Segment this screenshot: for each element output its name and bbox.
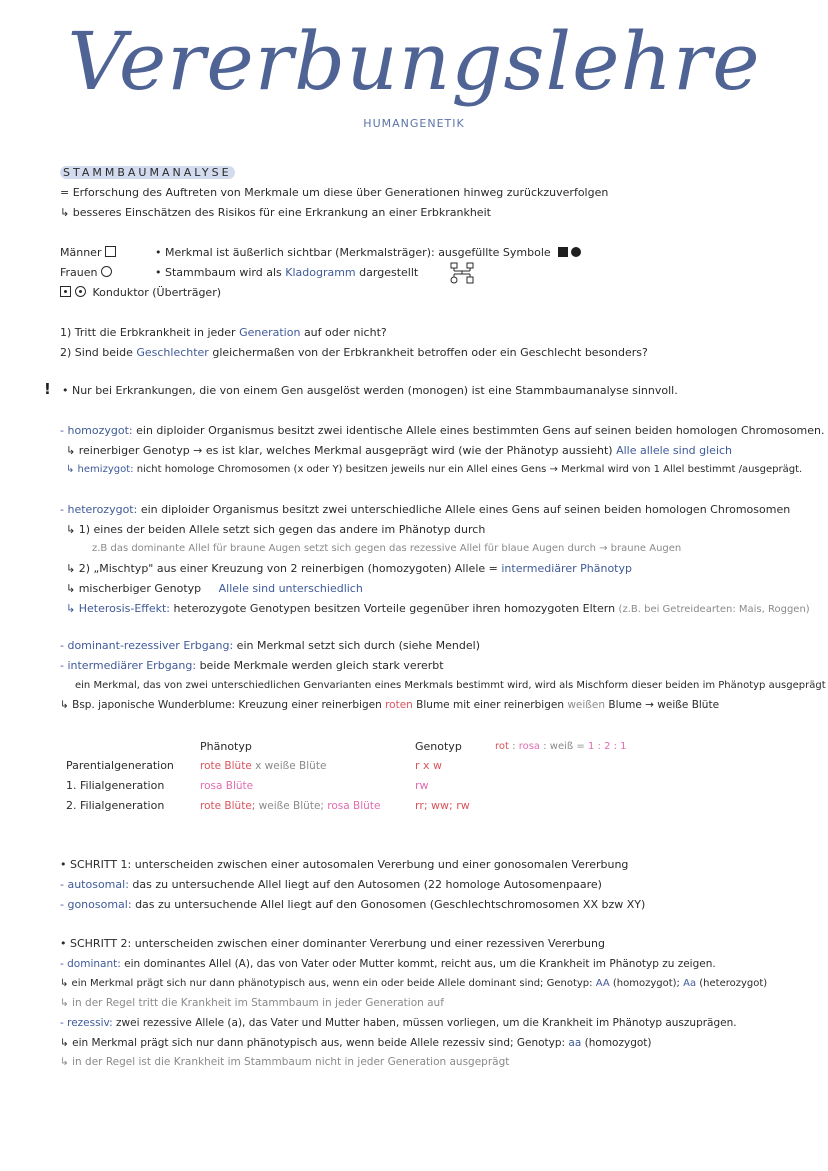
mischform-explain: ein Merkmal, das von zwei unterschiedlichen Genvarianten eines Merkmals bestimmt wird, wird als Mischform dieser beiden im Phänotyp ausgeprägt xyxy=(75,680,826,691)
legend-konduktor: Konduktor (Überträger) xyxy=(60,286,221,300)
gonosomal-line: - gonosomal: das zu untersuchende Allel liegt auf den Gonosomen (Geschlechtschromosomen XX bzw XY) xyxy=(60,898,646,911)
section-heading: STAMMBAUMANALYSE xyxy=(60,166,235,180)
exclamation-mark: ! xyxy=(44,380,51,398)
ratio-line: rot : rosa : weiß = 1 : 2 : 1 xyxy=(495,741,627,752)
rezessiv-regel-line: ↳ in der Regel ist die Krankheit im Stammbaum nicht in jeder Generation ausgeprägt xyxy=(60,1056,510,1068)
table-row-genotyp: rw xyxy=(415,779,429,792)
heterozygot-example: z.B das dominante Allel für braune Augen setzt sich gegen das rezessive Allel für blaue Augen durch → braune Augen xyxy=(92,543,682,554)
definition-line: = Erforschung des Auftreten von Merkmale um diese über Generationen hinweg zurückzuverfolgen xyxy=(60,186,609,199)
table-row-phaenotyp: rote Blüte x weiße Blüte xyxy=(200,760,327,772)
dotted-square-icon xyxy=(60,286,71,297)
table-header-genotyp: Genotyp xyxy=(415,740,462,753)
autosomal-line: - autosomal: das zu untersuchende Allel liegt auf den Autosomen (22 homologe Autosomenpaare) xyxy=(60,878,602,891)
dominant-regel-line: ↳ in der Regel tritt die Krankheit im Stammbaum in jeder Generation auf xyxy=(60,997,444,1009)
question-1: 1) Tritt die Erbkrankheit in jeder Generation auf oder nicht? xyxy=(60,326,387,339)
rezessiv-genotyp-line: ↳ ein Merkmal prägt sich nur dann phänotypisch aus, wenn beide Allele rezessiv sind; Genotyp: aa (homozygot) xyxy=(60,1037,652,1049)
wunderblume-example: ↳ Bsp. japonische Wunderblume: Kreuzung einer reinerbigen roten Blume mit einer reinerbigen weißen Blume → weiße Blüte xyxy=(60,699,720,711)
note-line: • Nur bei Erkrankungen, die von einem Gen ausgelöst werden (monogen) ist eine Stammbaumanalyse sinnvoll. xyxy=(62,384,678,397)
heterosis-line: ↳ Heterosis-Effekt: heterozygote Genotypen besitzen Vorteile gegenüber ihren homozygoten Eltern (z.B. bei Getreidearten: Mais, Roggen) xyxy=(66,602,810,615)
intermediaer-line: - intermediärer Erbgang: beide Merkmale werden gleich stark vererbt xyxy=(60,659,444,672)
page-title: Vererbungslehre xyxy=(67,15,761,108)
question-2: 2) Sind beide Geschlechter gleichermaßen von der Erbkrankheit betroffen oder ein Geschlecht besonders? xyxy=(60,346,648,359)
table-row-gen: Parentialgeneration xyxy=(66,759,174,772)
reinerbig-line: ↳ reinerbiger Genotyp → es ist klar, welches Merkmal ausgeprägt wird (wie der Phänotyp aussieht) Alle allele sind gleich xyxy=(66,444,733,457)
dominant-rezessiv-line: - dominant-rezessiver Erbgang: ein Merkmal setzt sich durch (siehe Mendel) xyxy=(60,639,480,652)
definition-arrow-line: ↳ besseres Einschätzen des Risikos für eine Erkrankung an einer Erbkrankheit xyxy=(60,206,491,219)
legend-frauen: Frauen xyxy=(60,266,112,280)
kladogramm-line: • Stammbaum wird als Kladogramm dargestellt xyxy=(155,266,419,279)
dominant-genotyp-line: ↳ ein Merkmal prägt sich nur dann phänotypisch aus, wenn ein oder beide Allele dominant sind; Genotyp: AA (homozygot); Aa (heterozygot) xyxy=(60,978,768,989)
square-icon xyxy=(105,246,116,257)
table-row-genotyp: rr; ww; rw xyxy=(415,799,470,812)
cladogram-icon xyxy=(450,262,474,284)
heterozygot-def: - heterozygot: ein diploider Organismus besitzt zwei unterschiedliche Allele eines Gens auf seinen beiden homologen Chromosomen xyxy=(60,503,791,516)
filled-square-icon xyxy=(558,247,568,257)
heterozygot-point-2: ↳ 2) „Mischtyp" aus einer Kreuzung von 2 reinerbigen (homozygoten) Allele = intermediärer Phänotyp xyxy=(66,562,632,575)
legend-maenner: Männer xyxy=(60,246,116,260)
merkmal-line: • Merkmal ist äußerlich sichtbar (Merkmalsträger): ausgefüllte Symbole xyxy=(155,246,581,260)
page-subtitle: HUMANGENETIK xyxy=(363,117,465,130)
dominant-line: - dominant: ein dominantes Allel (A), das von Vater oder Mutter kommt, reicht aus, um die Krankheit im Phänotyp zu zeigen. xyxy=(60,958,716,970)
dotted-circle-icon xyxy=(75,286,86,297)
heterozygot-point-1: ↳ 1) eines der beiden Allele setzt sich gegen das andere im Phänotyp durch xyxy=(66,523,486,536)
hemizygot-line: ↳ hemizygot: nicht homologe Chromosomen (x oder Y) besitzen jeweils nur ein Allel eines Gens → Merkmal wird von 1 Allel bestimmt /ausgeprägt. xyxy=(66,464,803,475)
schritt-2-title: • SCHRITT 2: unterscheiden zwischen einer dominanter Vererbung und einer rezessiven Vererbung xyxy=(60,937,605,950)
table-row-phaenotyp: rote Blüte; weiße Blüte; rosa Blüte xyxy=(200,800,381,812)
table-header-phaenotyp: Phänotyp xyxy=(200,740,252,753)
rezessiv-line: - rezessiv: zwei rezessive Allele (a), das Vater und Mutter haben, müssen vorliegen, um die Krankheit im Phänotyp auszuprägen. xyxy=(60,1017,737,1029)
mischerbig-line: ↳ mischerbiger Genotyp Allele sind unterschiedlich xyxy=(66,582,363,595)
filled-circle-icon xyxy=(571,247,581,257)
table-row-genotyp: r x w xyxy=(415,759,443,772)
schritt-1-title: • SCHRITT 1: unterscheiden zwischen einer autosomalen Vererbung und einer gonosomalen Vererbung xyxy=(60,858,629,871)
table-row-gen: 2. Filialgeneration xyxy=(66,799,165,812)
table-row-gen: 1. Filialgeneration xyxy=(66,779,165,792)
table-row-phaenotyp: rosa Blüte xyxy=(200,780,254,792)
circle-icon xyxy=(101,266,112,277)
homozygot-def: - homozygot: ein diploider Organismus besitzt zwei identische Allele eines bestimmten Gens auf seinen beiden homologen Chromosomen. xyxy=(60,424,825,437)
